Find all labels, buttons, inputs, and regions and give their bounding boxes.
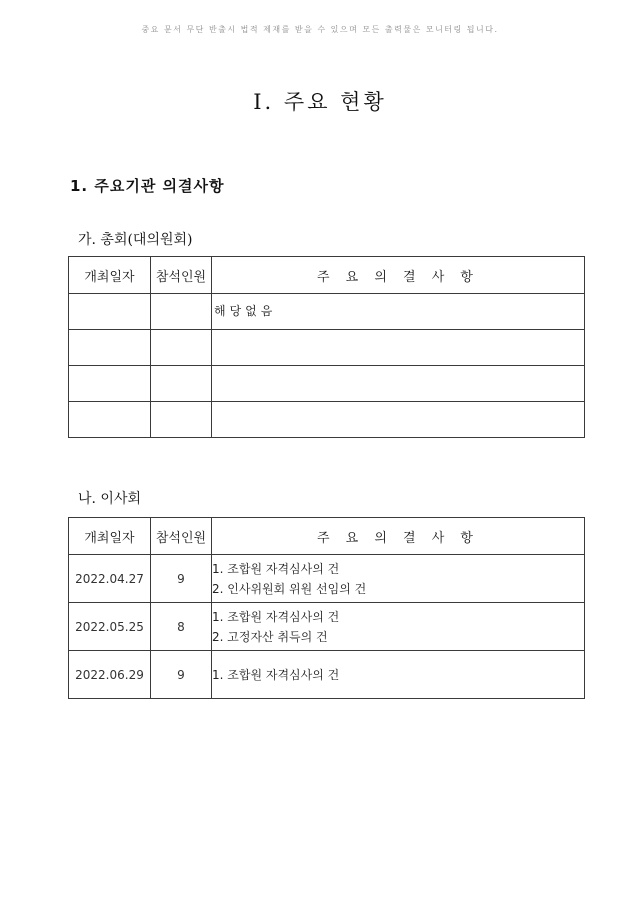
page-title: Ⅰ. 주요 현황 [253, 90, 387, 114]
cell-resolution [212, 330, 585, 366]
header-date: 개최일자 [69, 518, 151, 555]
cell-date [69, 366, 151, 402]
cell-date [69, 330, 151, 366]
cell-resolutions [212, 555, 585, 603]
cell-attendance [151, 402, 212, 438]
table-header-row [69, 518, 585, 555]
cell-attendance: 9 [151, 555, 212, 603]
header-attendance: 참석인원 [151, 518, 212, 555]
cell-resolutions [212, 651, 585, 699]
resolution-item: 1. 조합원 자격심사의 건 [212, 667, 340, 682]
watermark-notice: 중요 문서 무단 반출시 법적 제재를 받을 수 있으며 모든 출력물은 모니터링 됩니다. [141, 25, 499, 34]
header-date: 개최일자 [69, 257, 151, 294]
table-row [69, 330, 585, 366]
cell-attendance: 9 [151, 651, 212, 699]
table-row [69, 603, 585, 651]
general-assembly-subtitle: 가. 총회(대의원회) [78, 232, 193, 248]
resolution-item: 2. 인사위원회 위원 선임의 건 [212, 581, 367, 596]
cell-resolutions [212, 603, 585, 651]
cell-date: 2022.05.25 [69, 603, 151, 651]
board-subtitle: 나. 이사회 [78, 491, 141, 507]
table-row [69, 402, 585, 438]
table-row [69, 555, 585, 603]
cell-resolution [212, 402, 585, 438]
cell-attendance [151, 294, 212, 330]
cell-attendance: 8 [151, 603, 212, 651]
cell-attendance [151, 330, 212, 366]
header-resolutions: 주 요 의 결 사 항 [212, 257, 585, 294]
table-row [69, 651, 585, 699]
header-resolutions: 주 요 의 결 사 항 [212, 518, 585, 555]
resolution-item: 1. 조합원 자격심사의 건 [212, 609, 340, 624]
board-table [68, 517, 585, 699]
section-heading: 1. 주요기관 의결사항 [70, 177, 225, 195]
cell-date [69, 294, 151, 330]
cell-date: 2022.06.29 [69, 651, 151, 699]
table-header-row [69, 257, 585, 294]
header-attendance: 참석인원 [151, 257, 212, 294]
cell-resolution [212, 366, 585, 402]
general-assembly-table [68, 256, 585, 438]
table-row [69, 294, 585, 330]
table-row [69, 366, 585, 402]
cell-date: 2022.04.27 [69, 555, 151, 603]
resolution-item: 2. 고정자산 취득의 건 [212, 629, 328, 644]
cell-resolution: 해당없음 [212, 294, 585, 330]
resolution-item: 1. 조합원 자격심사의 건 [212, 561, 340, 576]
cell-attendance [151, 366, 212, 402]
cell-date [69, 402, 151, 438]
